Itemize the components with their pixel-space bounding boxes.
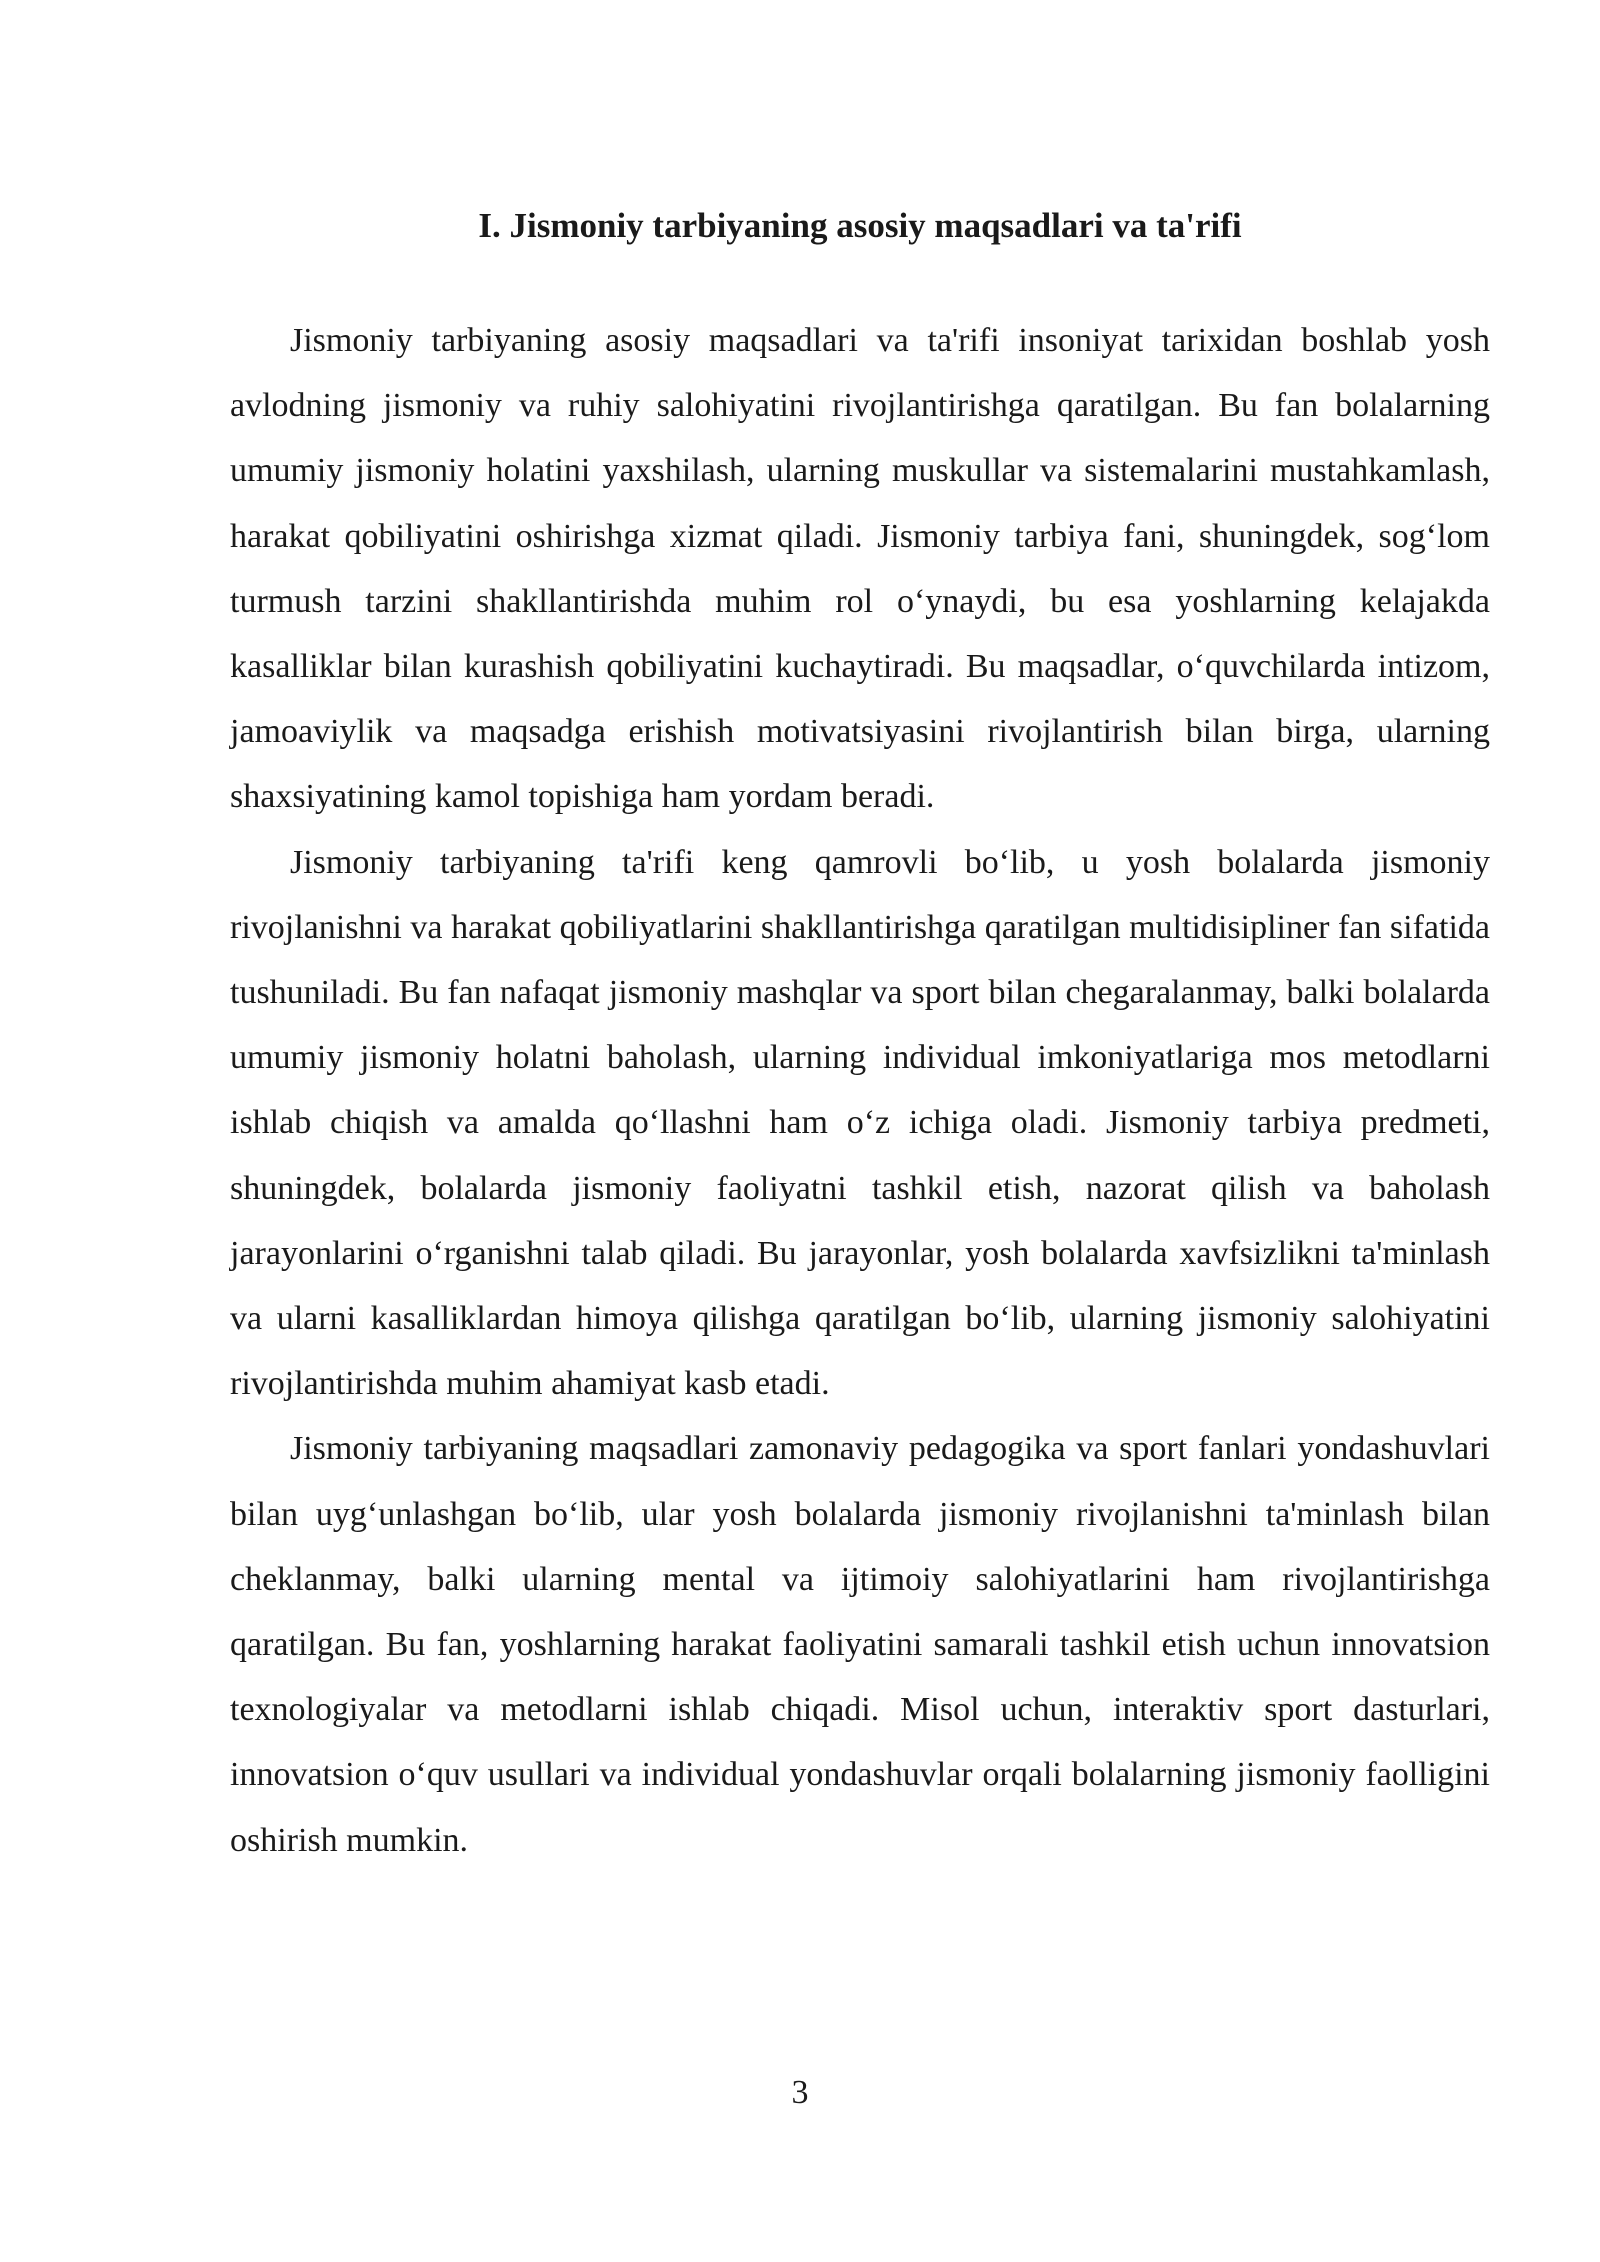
section-heading: I. Jismoniy tarbiyaning asosiy maqsadlari va ta'rifi: [478, 206, 1242, 245]
document-body: [230, 308, 1490, 1873]
paragraph: Jismoniy tarbiyaning maqsadlari zamonaviy pedagogika va sport fanlari yondashuvlari bilan uyg‘unlashgan bo‘lib, ular yosh bolalarda jismoniy rivojlanishni ta'minlash bilan cheklanmay, balki ularning mental va ijtimoiy salohiyatlarini ham rivojlantirishga qaratilgan. Bu fan, yoshlarning harakat faoliyatini samarali tashkil etish uchun innovatsion texnologiyalar va metodlarni ishlab chiqadi. Misol uchun, interaktiv sport dasturlari, innovatsion o‘quv usullari va individual yondashuvlar orqali bolalarning jismoniy faolligini oshirish mumkin.: [230, 1430, 1490, 1859]
page-number: 3: [791, 2074, 809, 2111]
paragraph: Jismoniy tarbiyaning asosiy maqsadlari va ta'rifi insoniyat tarixidan boshlab yosh avlodning jismoniy va ruhiy salohiyatini rivojlantirishga qaratilgan. Bu fan bolalarning umumiy jismoniy holatini yaxshilash, ularning muskullar va sistemalarini mustahkamlash, harakat qobiliyatini oshirishga xizmat qiladi. Jismoniy tarbiya fani, shuningdek, sog‘lom turmush tarzini shakllantirishda muhim rol o‘ynaydi, bu esa yoshlarning kelajakda kasalliklar bilan kurashish qobiliyatini kuchaytiradi. Bu maqsadlar, o‘quvchilarda intizom, jamoaviylik va maqsadga erishish motivatsiyasini rivojlantirish bilan birga, ularning shaxsiyatining kamol topishiga ham yordam beradi.: [230, 322, 1490, 816]
paragraph: Jismoniy tarbiyaning ta'rifi keng qamrovli bo‘lib, u yosh bolalarda jismoniy rivojlanishni va harakat qobiliyatlarini shakllantirishga qaratilgan multidisipliner fan sifatida tushuniladi. Bu fan nafaqat jismoniy mashqlar va sport bilan chegaralanmay, balki bolalarda umumiy jismoniy holatni baholash, ularning individual imkoniyatlariga mos metodlarni ishlab chiqish va amalda qo‘llashni ham o‘z ichiga oladi. Jismoniy tarbiya predmeti, shuningdek, bolalarda jismoniy faoliyatni tashkil etish, nazorat qilish va baholash jarayonlarini o‘rganishni talab qiladi. Bu jarayonlar, yosh bolalarda xavfsizlikni ta'minlash va ularni kasalliklardan himoya qilishga qaratilgan bo‘lib, ularning jismoniy salohiyatini rivojlantirishda muhim ahamiyat kasb etadi.: [230, 843, 1490, 1403]
